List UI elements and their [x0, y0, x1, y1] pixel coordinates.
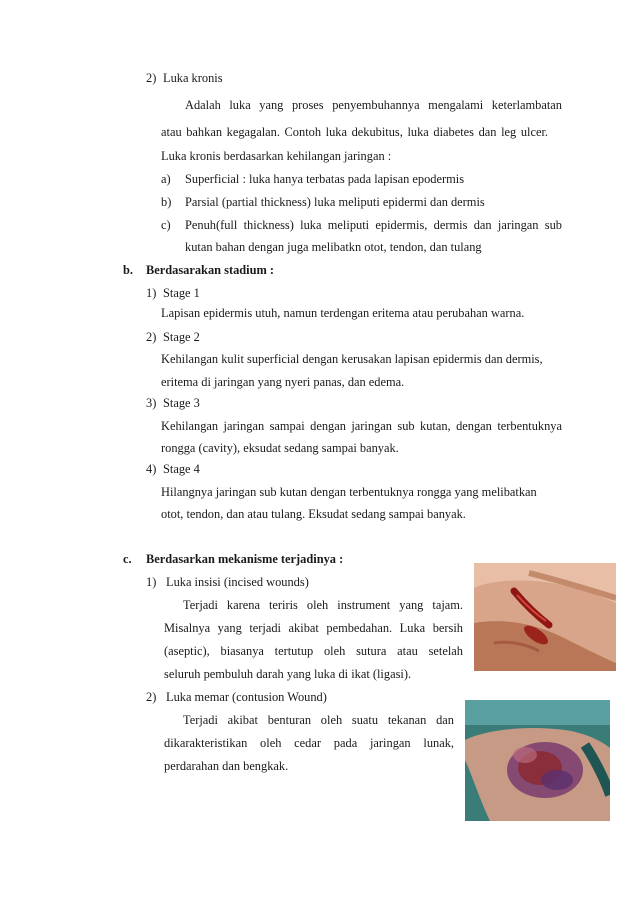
paragraph-line: eritema di jaringan yang nyeri panas, dan edema. [161, 375, 405, 389]
section-marker: c. [123, 552, 132, 566]
mechanism-title: Luka insisi (incised wounds) [166, 575, 309, 589]
stage-title: Stage 3 [163, 396, 200, 410]
stage-title: Stage 4 [163, 462, 200, 476]
mechanism-title: Luka memar (contusion Wound) [166, 690, 327, 704]
list-marker: b) [161, 195, 172, 209]
section-marker: b. [123, 263, 133, 277]
list-item: Superficial : luka hanya terbatas pada lapisan epodermis [185, 172, 465, 186]
contusion-wound-photo [465, 700, 610, 821]
incised-wound-photo [474, 563, 616, 671]
item-number: 3) [146, 396, 157, 410]
paragraph-line: Luka kronis berdasarkan kehilangan jaringan : [161, 149, 392, 163]
paragraph-line: Misalnya yang terjadi akibat pembedahan. Luka bersih [164, 621, 463, 635]
section-heading: Berdasarakan stadium : [146, 263, 275, 277]
paragraph-line: Terjadi akibat benturan oleh suatu tekanan dan [183, 713, 454, 727]
list-marker: a) [161, 172, 171, 186]
paragraph-line: rongga (cavity), eksudat sedang sampai banyak. [161, 441, 399, 455]
paragraph-line: Kehilangan jaringan sampai dengan jaringan sub kutan, dengan terbentuknya [161, 419, 562, 433]
subsection-title: Luka kronis [163, 71, 223, 85]
section-heading: Berdasarkan mekanisme terjadinya : [146, 552, 344, 566]
list-item-continued: kutan bahan dengan juga melibatkn otot, tendon, dan tulang [185, 240, 482, 254]
item-number: 4) [146, 462, 157, 476]
paragraph-line: Kehilangan kulit superficial dengan kerusakan lapisan epidermis dan dermis, [161, 352, 543, 366]
paragraph-line: atau bahkan kegagalan. Contoh luka dekubitus, luka diabetes dan leg ulcer. [161, 125, 548, 139]
item-number: 2) [146, 71, 157, 85]
item-number: 2) [146, 330, 157, 344]
stage-title: Stage 1 [163, 286, 200, 300]
item-number: 1) [146, 286, 157, 300]
paragraph-line: Lapisan epidermis utuh, namun terdengan eritema atau perubahan warna. [161, 306, 525, 320]
list-item: Penuh(full thickness) luka meliputi epidermis, dermis dan jaringan sub [185, 218, 562, 232]
paragraph-line: dikarakteristikan oleh cedar pada jaringan lunak, [164, 736, 454, 750]
stage-title: Stage 2 [163, 330, 200, 344]
paragraph-line: (aseptic), biasanya tertutup oleh sutura atau setelah [164, 644, 463, 658]
paragraph-line: seluruh pembuluh darah yang luka di ikat (ligasi). [164, 667, 412, 681]
paragraph-line: Terjadi karena teriris oleh instrument yang tajam. [183, 598, 463, 612]
paragraph-line: perdarahan dan bengkak. [164, 759, 289, 773]
item-number: 1) [146, 575, 157, 589]
item-number: 2) [146, 690, 157, 704]
paragraph-line: Hilangnya jaringan sub kutan dengan terbentuknya rongga yang melibatkan [161, 485, 537, 499]
list-marker: c) [161, 218, 171, 232]
list-item: Parsial (partial thickness) luka meliputi epidermi dan dermis [185, 195, 485, 209]
paragraph-line: Adalah luka yang proses penyembuhannya mengalami keterlambatan [185, 98, 562, 112]
paragraph-line: otot, tendon, dan atau tulang. Eksudat sedang sampai banyak. [161, 507, 466, 521]
